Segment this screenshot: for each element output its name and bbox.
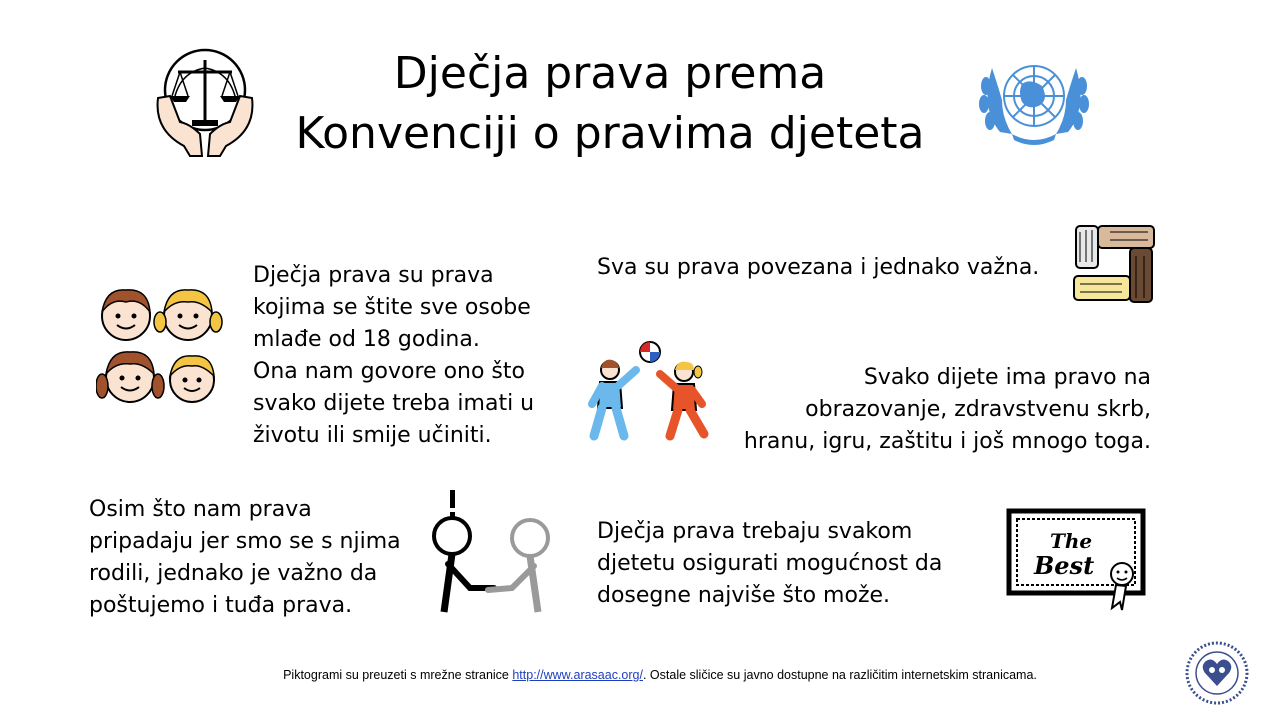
four-children-faces-icon bbox=[96, 282, 231, 412]
respect-paragraph bbox=[89, 494, 419, 622]
handshake-people-icon bbox=[426, 488, 556, 616]
entitled-line-3: hranu, igru, zaštitu i još mnogo toga. bbox=[743, 429, 1151, 454]
title-line-1: Dječja prava prema bbox=[393, 48, 827, 99]
definition-line-6: životu ili smije učiniti. bbox=[253, 423, 492, 448]
joined-hands-icon bbox=[1070, 222, 1158, 306]
certificate-word-2: Best bbox=[1034, 551, 1095, 580]
title-line-2: Konvenciji o pravima djeteta bbox=[295, 108, 925, 159]
footer-note bbox=[180, 668, 1140, 682]
footer-text-after: . Ostale sličice su javno dostupne na različitim internetskim stranicama. bbox=[642, 668, 1037, 682]
definition-line-4: Ona nam govore ono što bbox=[253, 359, 525, 384]
potential-paragraph bbox=[597, 516, 977, 612]
certificate-word-1: The bbox=[1050, 529, 1093, 553]
un-emblem-icon bbox=[972, 46, 1096, 152]
entitled-rights-paragraph bbox=[700, 362, 1151, 458]
entitled-line-2: obrazovanje, zdravstvenu skrb, bbox=[805, 397, 1151, 422]
definition-line-3: mlađe od 18 godina. bbox=[253, 327, 480, 352]
respect-line-4: poštujemo i tuđa prava. bbox=[89, 593, 353, 618]
arasaac-link[interactable]: http://www.arasaac.org/ bbox=[512, 668, 643, 682]
the-best-certificate-icon bbox=[1006, 508, 1146, 616]
definition-paragraph bbox=[253, 260, 573, 452]
potential-line-3: dosegne najviše što može. bbox=[597, 583, 891, 608]
potential-line-2: djetetu osigurati mogućnost da bbox=[597, 551, 943, 576]
footer-text-before: Piktogrami su preuzeti s mrežne stranice bbox=[283, 668, 513, 682]
connected-rights-text bbox=[597, 252, 1047, 284]
page-title bbox=[240, 44, 980, 164]
organization-logo-icon bbox=[1184, 640, 1250, 706]
potential-line-1: Dječja prava trebaju svakom bbox=[597, 519, 913, 544]
scales-in-hands-icon bbox=[150, 38, 260, 158]
entitled-line-1: Svako dijete ima pravo na bbox=[863, 365, 1151, 390]
children-playing-ball-icon bbox=[584, 338, 714, 444]
respect-line-3: rodili, jednako je važno da bbox=[89, 561, 378, 586]
definition-line-1: Dječja prava su prava bbox=[253, 263, 494, 288]
respect-line-1: Osim što nam prava bbox=[89, 497, 312, 522]
definition-line-5: svako dijete treba imati u bbox=[253, 391, 535, 416]
respect-line-2: pripadaju jer smo se s njima bbox=[89, 529, 401, 554]
connected-line: Sva su prava povezana i jednako važna. bbox=[597, 255, 1040, 280]
definition-line-2: kojima se štite sve osobe bbox=[253, 295, 531, 320]
